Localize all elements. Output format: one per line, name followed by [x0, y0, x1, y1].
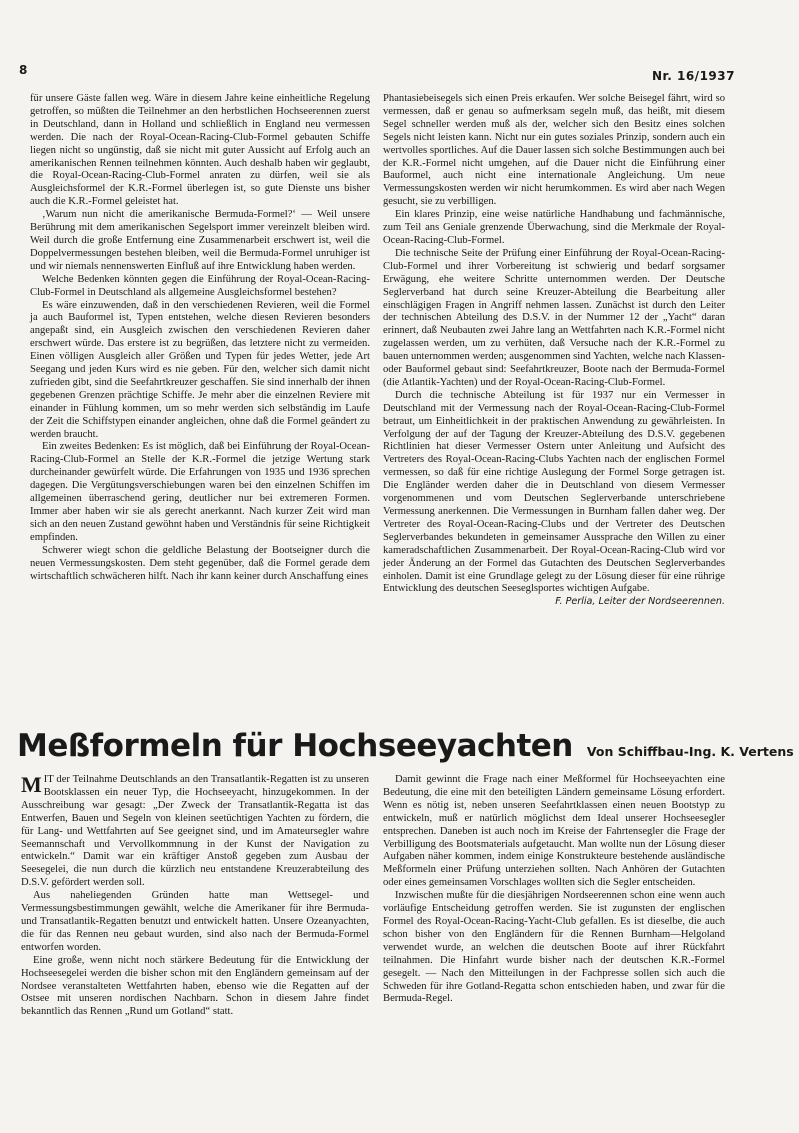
article-title: Meßformeln für Hochseeyachten — [17, 728, 573, 764]
page-number: 8 — [19, 63, 28, 77]
paragraph — [21, 774, 369, 890]
column-top-right — [383, 93, 725, 609]
paragraph: Phantasiebeisegels sich einen Preis erkaufen. Wer solche Beisegel fährt, wird so vermessen, daß er genau so aufmerksam segeln muß, das heißt, mit diesem Segel schneller werden muß als der, welcher sich den Besitz eines solchen Segels nicht leisten kann. Nicht nur ein gutes soziales Prinzip, sondern auch ein wertvolles sportliches. Auf die Dauer lassen sich solche Bestimmungen auch bei der K.R.-Formel nicht umgehen, auf die Dauer nicht die Einführung einer Bauformel, auch nicht eine internationale Angleichung. Um neue Vermessungskosten werden wir nicht herumkommen. Es wird aber nach Wegen gesucht, sie zu verbilligen. — [383, 93, 725, 208]
paragraph: ‚Warum nun nicht die amerikanische Bermuda-Formel?‘ — Weil unsere Berührung mit dem amerikanischen Segelsport immer vereinzelt bleiben wird. Weil durch die große Entfernung eine Zusammenarbeit erschwert ist, weil die Doppelvermessungen bestehen bleiben, weil die Bermuda-Formel unruhiger ist und wir niemals nennenswerten Einfluß auf ihre Entwicklung haben werden. — [30, 209, 370, 272]
paragraph: Inzwischen mußte für die diesjährigen Nordseerennen schon eine wenn auch vorläufige Entscheidung getroffen werden. Sie ist zugunsten der englischen Formel des Royal-Ocean-Racing-Yacht-Club gefallen. Es ist dieselbe, die auch schon bisher von den Engländern für die Rennen Burnham—Helgoland verwendet wurde, an welchen die deutschen Boote auf ihrer Rückfahrt teilnahmen. Die Hinfahrt wurde bisher nach der deutschen K.R.-Formel gesegelt. — Nach den Mitteilungen in der Fachpresse sollen sich auch die Schweden für ihre Gotland-Regatta schon entschieden haben, und zwar für die Bermuda-Regel. — [383, 890, 725, 1005]
paragraph: für unsere Gäste fallen weg. Wäre in diesem Jahre keine einheitliche Regelung getroffen, so müßten die Teilnehmer an den herbstlichen Hochseerennen zuerst in Deutschland, dann in Holland und schließlich in England neu vermessen werden. Die nach der Royal-Ocean-Racing-Club-Formel gebauten Schiffe liegen nicht so ungünstig, daß sie nicht mit guter Aussicht auf Erfolg auch an amerikanischen Rennen teilnehmen könnten. Auch deshalb haben wir geglaubt, die Royal-Ocean-Racing-Club-Formel anraten zu dürfen, weil sie als Ausgleichsformel der K.R.-Formel überlegen ist, so gute Dienste uns bisher auch die K.R.-Formel geleistet hat. — [30, 93, 370, 208]
paragraph: Es wäre einzuwenden, daß in den verschiedenen Revieren, weil die Formel ja auch Bauformel ist, Typen entstehen, welche diesen Revieren besonders angepaßt sind, ein Ausgleich zwischen den verschiedenen Revieren daher erschwert würde. Das erstere ist zu begrüßen, das letztere nicht zu vermeiden. Einen völligen Ausgleich aller Größen und Typen für jedes Wetter, jede Art Seegang und jeden Kurs wird es nie geben. Für den, welcher sich damit nicht zufrieden gibt, sind die Seefahrtkreuzer geschaffen. Sie sind innerhalb der ihnen gegebenen Grenzen prächtige Schiffe. Je mehr aber die einzelnen Reviere mit einander in Fühlung kommen, um so mehr werden sich selbständig im Laufe der Zeit die Schiffstypen einander angleichen, ohne daß die Formel geändert zu werden braucht. — [30, 299, 370, 440]
paragraph: Die technische Seite der Prüfung einer Einführung der Royal-Ocean-Racing-Club-Formel und ihrer Vorbereitung ist schwierig und bedarf sorgsamer Erwägung, ehe weitere Schritte unternommen werden. Der Deutsche Seglerverband hat durch seine Kreuzer-Abteilung die Bearbeitung aller einschlägigen Fragen in Angriff nehmen lassen. Zunächst ist durch den Leiter der technischen Abteilung des D.S.V. in der Nummer 12 der „Yacht“ daran erinnert, daß Neubauten zwei Jahre lang an Wettfahrten nach K.R.-Formel nicht zugelassen werden, um zu verhüten, daß Versuche nach der K.R.-Formel zu bauen unternommen werden; ausgenommen sind Yachten, welche nach Klassen- oder Bauformel gebaut sind: Seefahrtkreuzer, Boote nach der Bermuda-Formel (die Atlantik-Yachten) und der Royal-Ocean-Racing-Club-Formel. — [383, 247, 725, 388]
column-bottom-right — [383, 774, 725, 1006]
drop-cap: M — [21, 772, 42, 797]
column-bottom-left — [21, 774, 369, 1019]
article-author: Von Schiffbau-Ing. K. Vertens — [586, 744, 794, 759]
paragraph-text: IT der Teilnahme Deutschlands an den Transatlantik-Regatten ist zu unseren Bootsklassen ein neuer Typ, die Hochseeyacht, hinzugekommen. In der Ausschreibung war gesagt: „Der Zweck der Transatlantik-Regatta ist das Entwerfen, Bauen und Segeln von kleinen seetüchtigen Yachten zu fördern, die für Lang- und Wettfahrten auf See geeignet sind, und im Amateursegler wahre Seemannschaft und Vervollkommnung in der Kunst der Navigation zu entwickeln.“ Damit war ein kräftiger Anstoß gegeben zum Ausbau der Seesegelei, die nun durch die kürzlich neu entstandene Kreuzerabteilung des D.S.V. gefördert werden soll. — [21, 774, 369, 889]
article-header — [17, 728, 794, 764]
paragraph: Welche Bedenken könnten gegen die Einführung der Royal-Ocean-Racing-Club-Formel in Deutschland als allgemeine Ausgleichsformel bestehen? — [30, 273, 370, 298]
author-signature: F. Perlia, Leiter der Nordseerennen. — [555, 596, 725, 608]
paragraph: Schwerer wiegt schon die geldliche Belastung der Bootseigner durch die neuen Vermessungskosten. Dem steht gegenüber, daß die Formel gerade dem wirtschaftlich schwächeren hilft. Nach ihr kann keiner durch Anschaffung eines — [30, 544, 370, 582]
issue-number: Nr. 16/1937 — [652, 69, 735, 83]
paragraph: Aus naheliegenden Gründen hatte man Wettsegel- und Vermessungsbestimmungen gewählt, welche die Amerikaner für ihre Bermuda- und Transatlantik-Regatten benutzt und entwickelt hatten. Unsere Ozeanyachten, die für das Rennen neu gebaut wurden, sind also nach der Bermuda-Formel entworfen worden. — [21, 890, 369, 953]
paragraph: Ein klares Prinzip, eine weise natürliche Handhabung und fachmännische, zum Teil ans Geniale grenzende Überwachung, sind die Merkmale der Royal-Ocean-Racing-Club-Formel. — [383, 209, 725, 246]
paragraph: Damit gewinnt die Frage nach einer Meßformel für Hochseeyachten eine Bedeutung, die eine mit den beteiligten Ländern gemeinsame Lösung erfordert. Wenn es nötig ist, neben unseren Seefahrtklassen einen neuen Bootstyp zu entwickeln, muß er natürlich möglichst dem Ideal unserer Hochseesegler entsprechen. Daneben ist auch noch im Kreise der Fahrtensegler die Frage der Verbilligung des Bootsmaterials aufgetaucht. Man wollte nun der Lösung dieser Aufgaben näher kommen, indem einige Konstrukteure bestehende ausländische Meßformeln einer Prüfung unterziehen sollten. Nach Anhören der Gutachten oder eines gemeinsamen Vorschlages wollten sich die Segler entscheiden. — [383, 774, 725, 889]
paragraph: Eine große, wenn nicht noch stärkere Bedeutung für die Entwicklung der Hochseesegelei werden die bisher schon mit den Engländern gemeinsam auf der Nordsee veranstalteten Wettfahrten haben, ebenso wie die Regatten auf der Ostsee mit unseren nordischen Nachbarn. Schon in diesem Jahre findet bekanntlich das Rennen „Rund um Gotland“ statt. — [21, 954, 369, 1018]
column-top-left — [30, 93, 370, 583]
paragraph: Ein zweites Bedenken: Es ist möglich, daß bei Einführung der Royal-Ocean-Racing-Club-Formel an Stelle der K.R.-Formel die jetzige Wertung stark durcheinander gewürfelt würde. Die Erfahrungen von 1935 und 1936 sprechen dagegen. Die Vergütungsverschiebungen waren bei den einzelnen Schiffen im allgemeinen überraschend gering, deutlicher nur bei extremeren Formen. Immer aber haben wir sie als gerecht anerkannt. Nach kurzer Zeit wird man sich an den neuen Zustand gewöhnt haben und Verständnis für seine Richtigkeit empfinden. — [30, 441, 370, 543]
paragraph: Durch die technische Abteilung ist für 1937 nur ein Vermesser in Deutschland mit der Vermessung nach der Royal-Ocean-Racing-Club-Formel betraut, um Einheitlichkeit in der praktischen Anwendung zu gewährleisten. In Verfolgung der auf der Tagung der Kreuzer-Abteilung des D.S.V. gegebenen Richtlinien hat dieser Vermesser Ostern unter Anleitung und Aufsicht des Vertreters des Royal-Ocean-Racing-Clubs Yachten nach der englischen Formel vermessen, so daß für eine richtige Auslegung der Formel Sorge getragen ist. Die Engländer werden daher die in Deutschland von diesem Vermesser vorgenommenen und vom Deutschen Seglerverbande unterschriebene Vermessung anerkennen. Die Vermessungen in Burnham fallen daher weg. Der Vertreter des Royal-Ocean-Racing-Clubs und der Vertreter des Deutschen Seglerverbandes bekundeten in gemeinsamer Aussprache den Willen zu einer kameradschaftlichen Zusammenarbeit. Der Royal-Ocean-Racing-Club wird vor jeder Änderung an der Formel das Gutachten des Deutschen Seglerverbandes einholen. Damit ist eine Grundlage gelegt zu der Lösung dieser für eine rührige Entwicklung des deutschen Seeseglsportes wichtigen Aufgabe. — [383, 389, 725, 595]
